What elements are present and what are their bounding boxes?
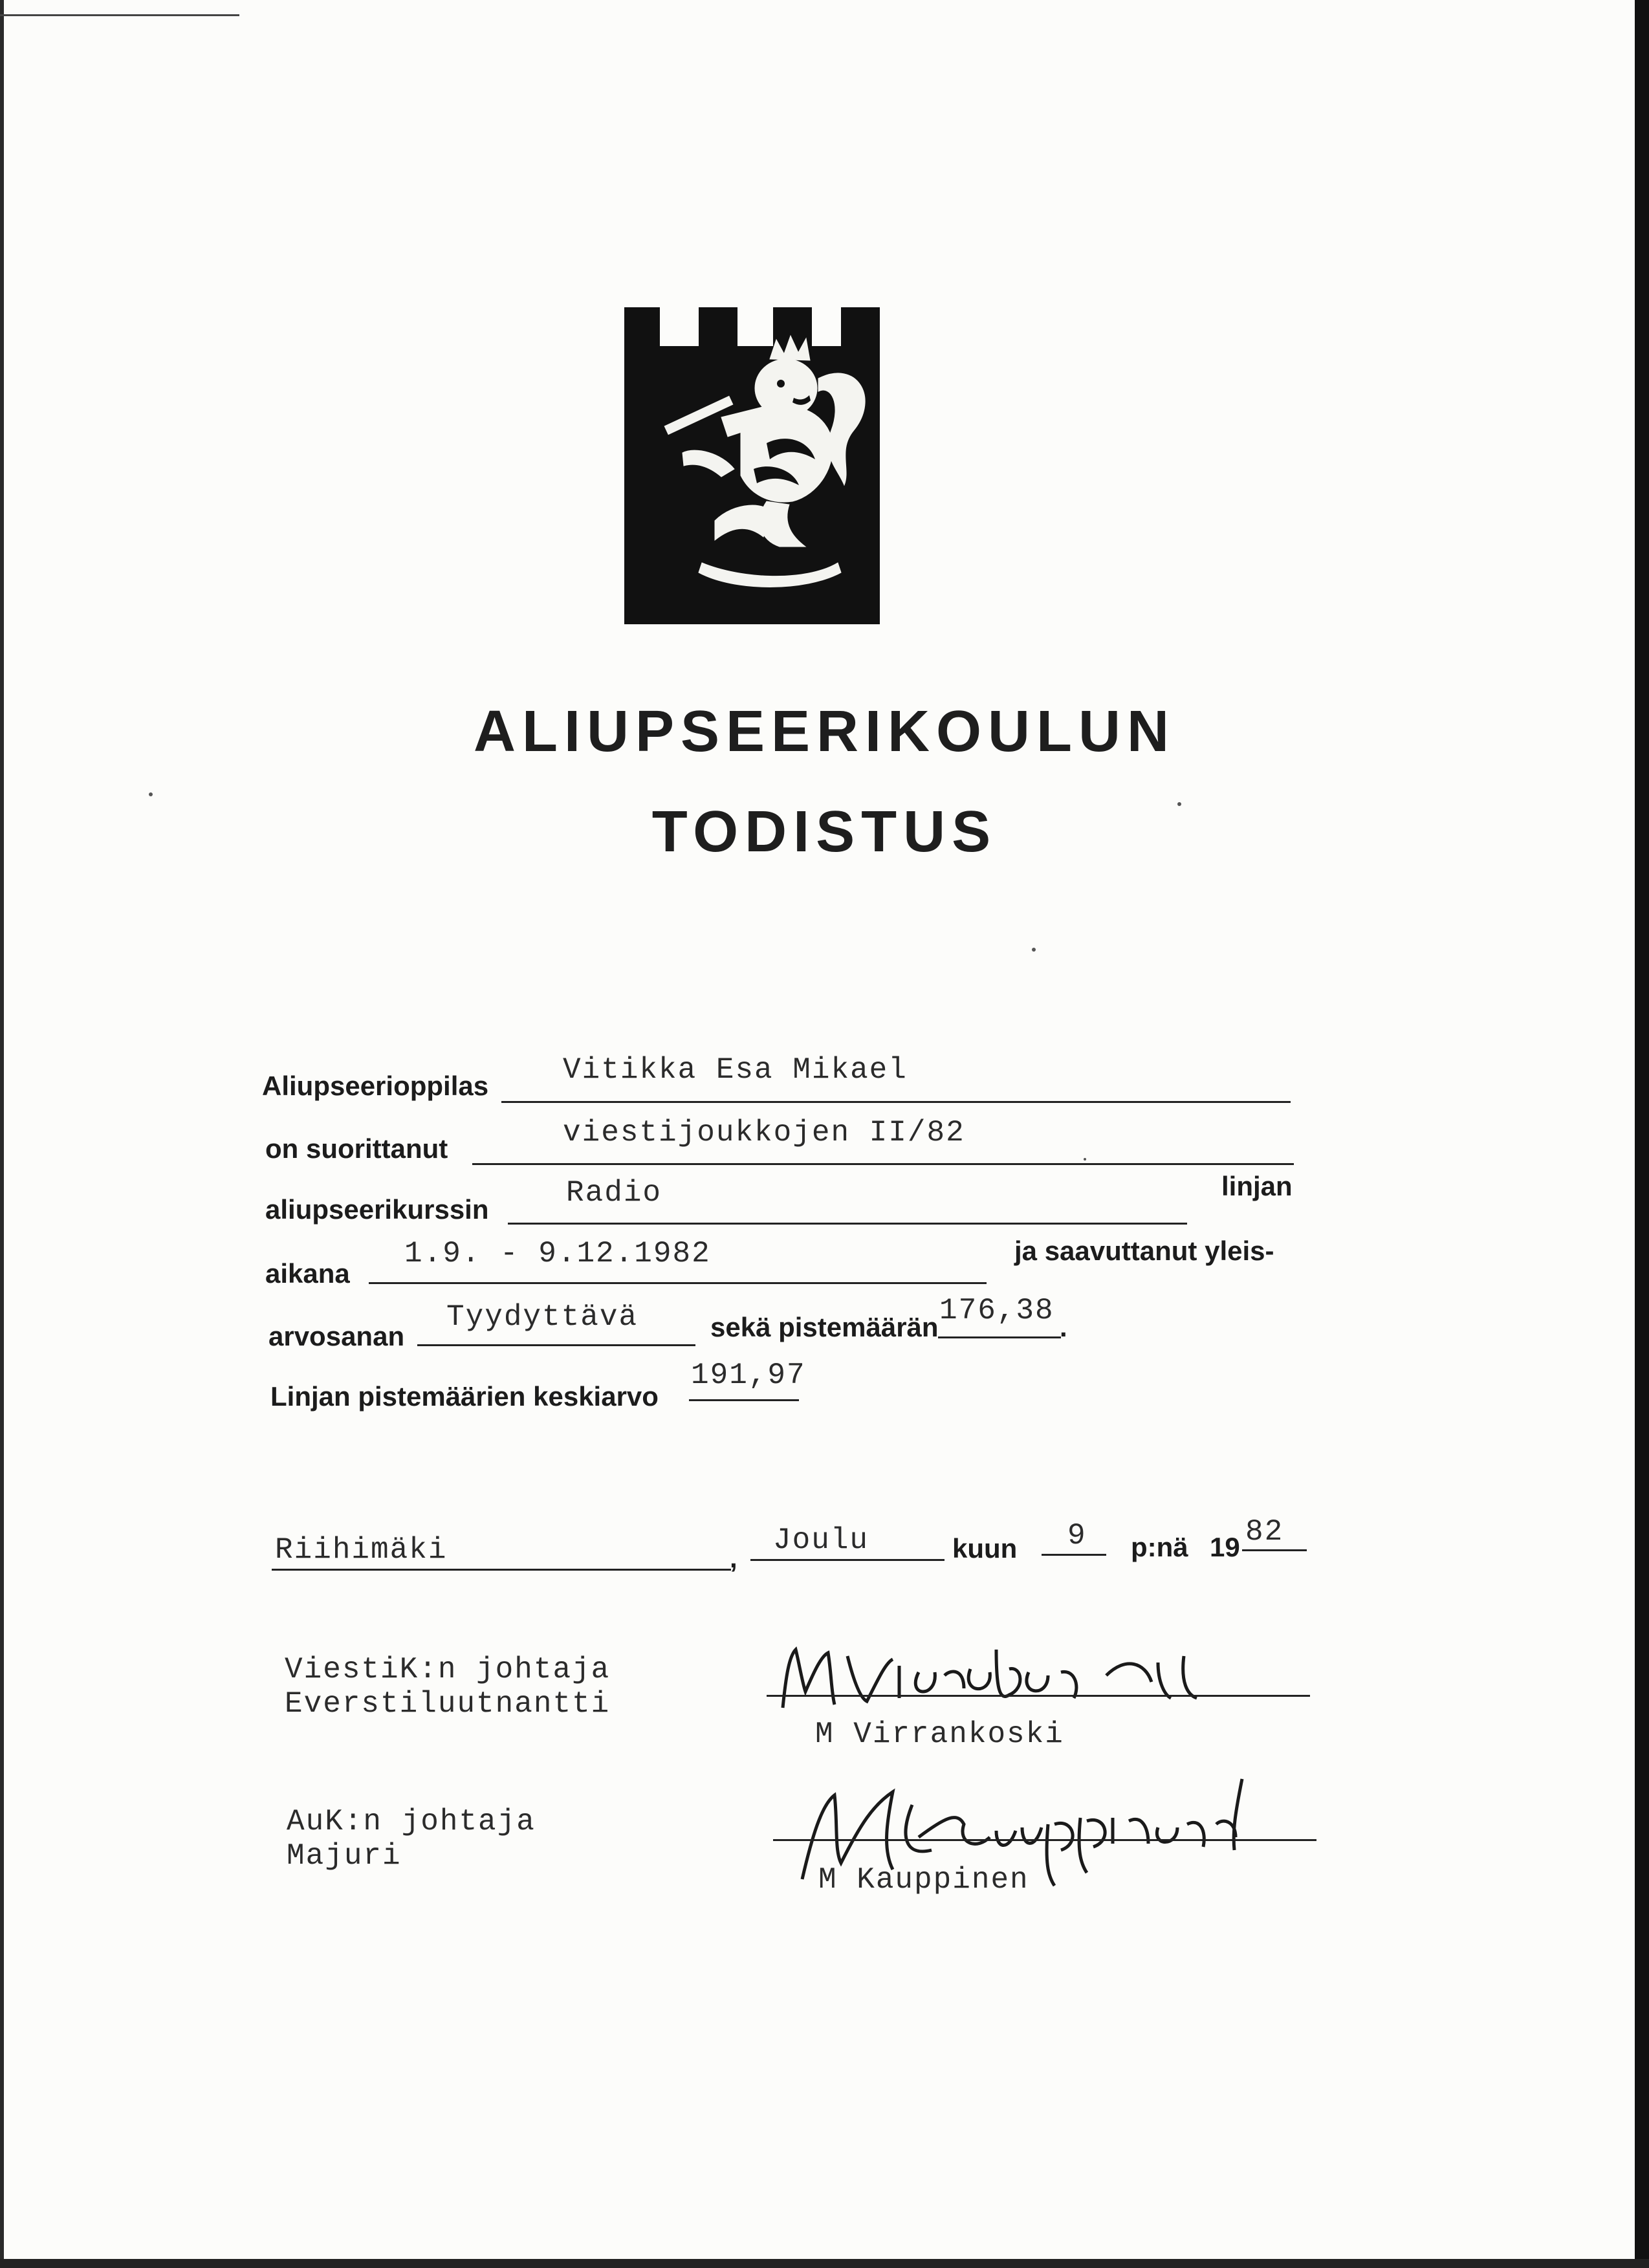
period-value: 1.9. - 9.12.1982 xyxy=(404,1237,711,1270)
achieved-label: ja saavuttanut yleis- xyxy=(1014,1236,1274,1266)
scan-edge-right xyxy=(1635,0,1649,2268)
month-prefix: Joulu xyxy=(773,1523,869,1557)
period-rule xyxy=(369,1282,987,1284)
student-label: Aliupseerioppilas xyxy=(262,1071,489,1101)
speck xyxy=(1032,948,1036,952)
place-value: Riihimäki xyxy=(275,1533,448,1567)
finnish-lion-tower-emblem xyxy=(624,307,880,624)
signature-virrankoski xyxy=(770,1637,1236,1714)
period-label: aikana xyxy=(265,1258,350,1289)
points-dot: . xyxy=(1060,1312,1067,1342)
line-suffix: linjan xyxy=(1221,1171,1293,1201)
signer-1-role-line-2: Everstiluutnantti xyxy=(285,1687,611,1721)
signer-1-name: M Virrankoski xyxy=(815,1717,1064,1751)
day-rule xyxy=(1042,1554,1106,1556)
average-rule xyxy=(689,1399,799,1401)
average-label: Linjan pistemäärien keskiarvo xyxy=(270,1381,659,1412)
day-value: 9 xyxy=(1067,1519,1087,1553)
year-suffix: 82 xyxy=(1245,1515,1284,1549)
scan-top-line xyxy=(0,14,239,16)
signer-2-role-line-1: AuK:n johtaja xyxy=(287,1805,536,1838)
completed-label: on suorittanut xyxy=(265,1133,448,1164)
title-line-2: TODISTUS xyxy=(651,800,998,864)
year-prefix: 19 xyxy=(1210,1532,1240,1562)
grade-label: arvosanan xyxy=(268,1321,405,1351)
date-comma: , xyxy=(730,1543,737,1573)
scan-edge-bottom xyxy=(0,2259,1649,2268)
course-label: aliupseerikurssin xyxy=(265,1194,489,1225)
completed-value: viestijoukkojen II/82 xyxy=(563,1116,965,1150)
course-rule xyxy=(508,1223,1187,1225)
day-suffix: p:nä xyxy=(1131,1532,1188,1562)
speck xyxy=(1084,1158,1086,1161)
points-label: sekä pistemäärän xyxy=(710,1312,939,1342)
signer-1-role-line-1: ViestiK:n johtaja xyxy=(285,1653,611,1686)
course-value: Radio xyxy=(566,1176,662,1210)
signer-2-role-line-2: Majuri xyxy=(287,1839,402,1873)
month-rule xyxy=(750,1559,945,1561)
average-value: 191,97 xyxy=(691,1358,806,1392)
grade-rule xyxy=(417,1344,695,1346)
student-rule xyxy=(501,1101,1291,1103)
signature-1-rule xyxy=(767,1695,1310,1697)
title-line-1: ALIUPSEERIKOULUN xyxy=(473,699,1176,764)
scan-edge-left xyxy=(0,0,4,2268)
month-suffix: kuun xyxy=(952,1533,1018,1564)
points-rule xyxy=(938,1336,1061,1338)
signature-2-rule xyxy=(773,1839,1316,1841)
points-value: 176,38 xyxy=(939,1294,1054,1327)
completed-rule xyxy=(472,1163,1294,1165)
student-value: Vitikka Esa Mikael xyxy=(563,1053,908,1087)
grade-value: Tyydyttävä xyxy=(446,1300,639,1334)
signer-2-name: M Kauppinen xyxy=(818,1863,1029,1897)
speck xyxy=(149,792,153,796)
year-rule xyxy=(1242,1549,1307,1551)
place-rule xyxy=(272,1569,731,1571)
